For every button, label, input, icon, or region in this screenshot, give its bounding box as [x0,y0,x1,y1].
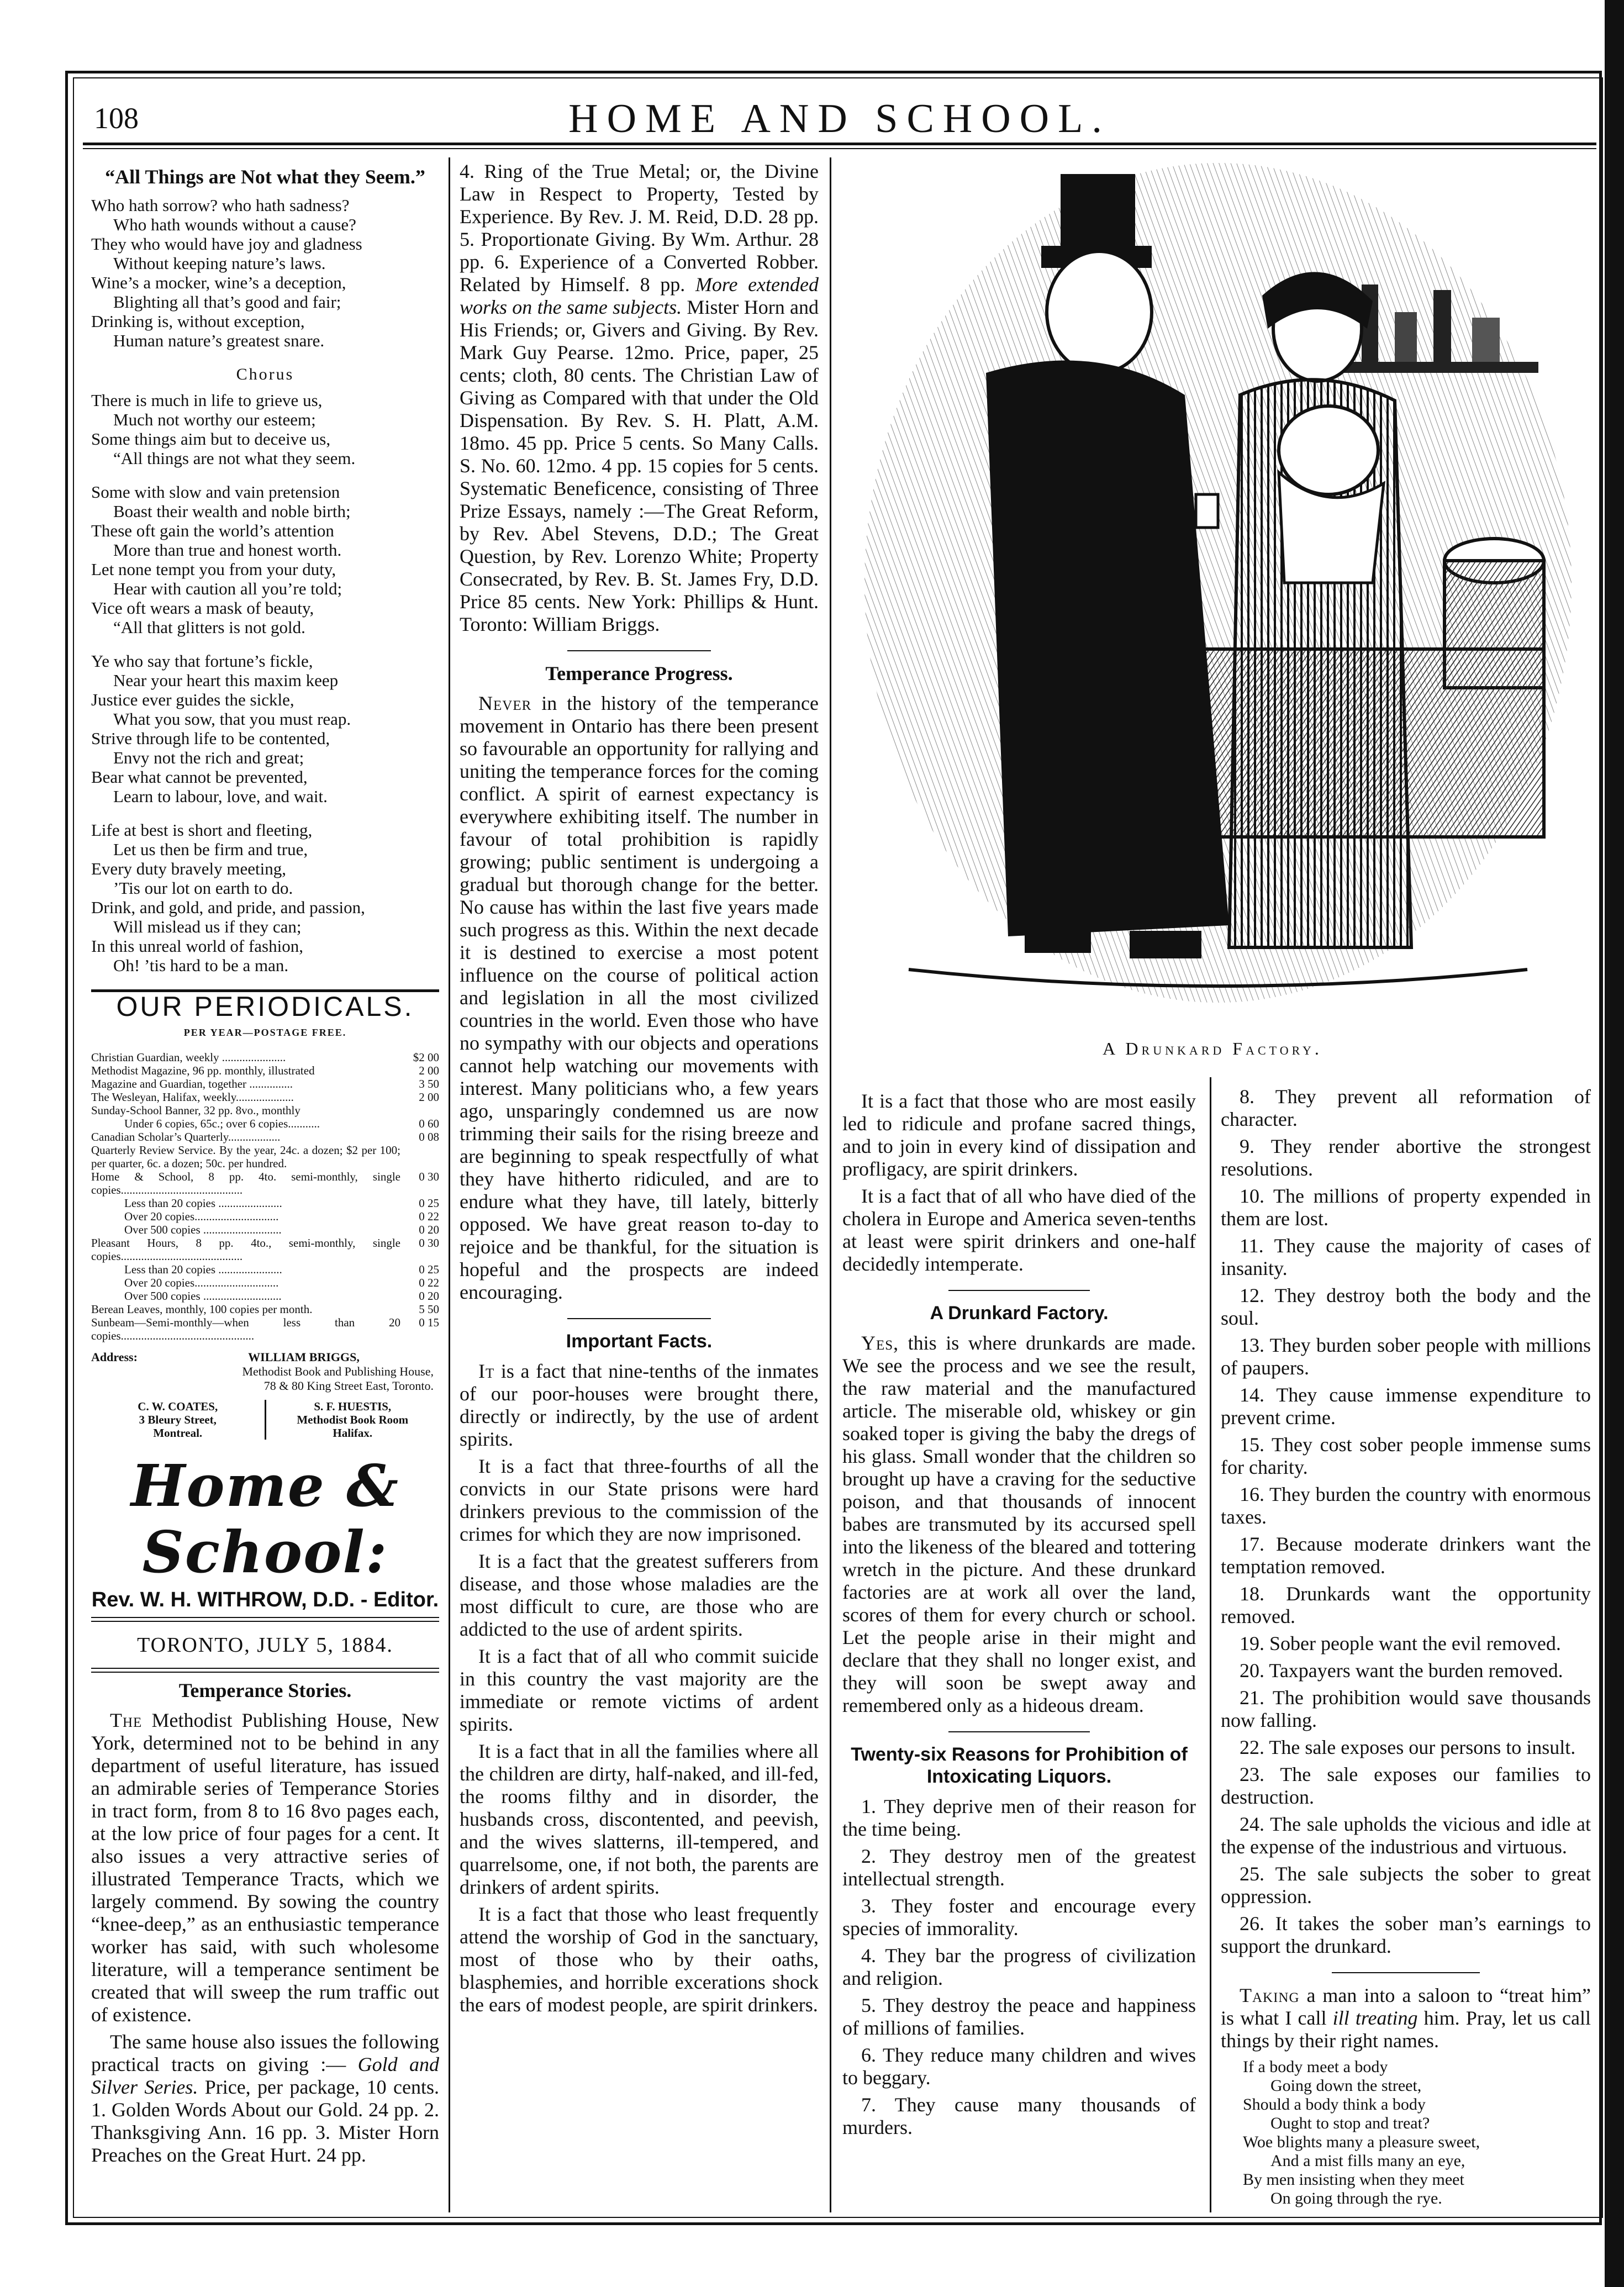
reason-item: 18. Drunkards want the opportunity removed. [1221,1583,1591,1627]
poem-line: Should a body think a body [1243,2095,1426,2114]
reason-item: 24. The sale upholds the vicious and idle at the expense of the industrious and virtuous. [1221,1813,1591,1858]
poem-line: And a mist fills many an eye, [1270,2152,1465,2170]
separator-rule [1332,1972,1480,1973]
price-row: Magazine and Guardian, together ............... 3 50 [91,1077,439,1090]
price-row: Over 500 copies ........................... 0 20 [124,1289,439,1303]
reason-item: 10. The millions of property expended in them are lost. [1221,1185,1591,1230]
poem-line: Some things aim but to deceive us, [91,429,331,449]
poem-line: Who hath wounds without a cause? [113,215,356,234]
price-row: Canadian Scholar’s Quarterly.................. 0 08 [91,1130,439,1144]
poem-stanza-4 [91,820,439,975]
column-rule-3 [1210,1077,1211,2212]
reason-item: 12. They destroy both the body and the soul. [1221,1284,1591,1329]
price-list [91,1051,439,1342]
header-rule [83,143,1596,145]
home-and-school-masthead: Home & School: [131,1452,399,1586]
page-number: 108 [94,102,139,135]
poem-line: Who hath sorrow? who hath sadness? [91,196,350,215]
price-row: Over 500 copies ........................... 0 20 [124,1223,439,1236]
poem-line: What you sow, that you must reap. [113,709,351,729]
engraving-illustration [842,163,1583,1014]
poem-stanza-3 [91,651,439,806]
reason-item: 7. They cause many thousands of murders. [842,2094,1196,2138]
article-title-temperance-stories: Temperance Stories. [178,1679,352,1701]
price-row: Less than 20 copies ...................... 0 25 [124,1197,439,1210]
reason-item: 16. They burden the country with enormous taxes. [1221,1483,1591,1528]
poem-title: “All Things are Not what they Seem.” [105,166,425,188]
publisher-name: WILLIAM BRIGGS, [248,1350,360,1364]
poem-line: Let none tempt you from your duty, [91,560,336,579]
reason-item: 6. They reduce many children and wives to beggary. [842,2044,1196,2089]
poem-line: Will mislead us if they can; [113,917,302,936]
poem-line: Every duty bravely meeting, [91,859,286,878]
agents [91,1400,439,1440]
poem-line: There is much in life to grieve us, [91,391,323,410]
poem-line: Vice oft wears a mask of beauty, [91,598,314,618]
address-label: Address: [91,1350,138,1364]
temperance-stories-paragraph-1: The Methodist Publishing House, New York, determined not to be behind in any department of useful literature, has issued an admirable series of Temperance Stories in tract form, from 8 to 16 8vo pages each, at the low price of four pages for a cent. It also issues a very attractive series of illustrated Temperance Tracts, which we largely commend. By sowing the country “knee-deep,” as an enthusiastic temperance worker has said, with such wholesome literature, will a temperance sentiment be created that will sweep the rum traffic out of existence. [91,1709,439,2026]
article-title-drunkard-factory: A Drunkard Factory. [930,1303,1109,1324]
price-row: Sunbeam—Semi-monthly—when less than 20 copies.............................................. 0 15 [91,1316,439,1342]
poem-line: Oh! ’tis hard to be a man. [113,956,289,975]
poem-line: Ought to stop and treat? [1270,2114,1430,2132]
column-rule-2 [830,157,831,2212]
column-1 [91,160,439,2171]
agent-montreal: C. W. COATES, 3 Bleury Street, Montreal. [91,1400,266,1440]
date-rule [91,1668,439,1673]
fact-paragraph-7: It is a fact that those who are most easily led to ridicule and profane sacred things, and to join in every kind of dissipation and profligacy, are spirit drinkers. [842,1090,1196,1180]
drunkard-factory-engraving [842,163,1583,1014]
poem-line: ’Tis our lot on earth to do. [113,878,293,898]
reason-item: 13. They burden sober people with millions of paupers. [1221,1334,1591,1379]
poem-line: If a body meet a body [1243,2058,1388,2076]
poem-line: Envy not the rich and great; [113,748,304,767]
poem-line: These oft gain the world’s attention [91,521,334,540]
reason-item: 19. Sober people want the evil removed. [1240,1632,1561,1654]
price-row: Home & School, 8 pp. 4to. semi-monthly, single copies.......................................... 0 30 [91,1170,439,1197]
running-masthead: HOME AND SCHOOL. [568,96,1111,141]
separator-rule [948,1731,1090,1732]
fact-paragraph-4: It is a fact that of all who commit suicide in this country the vast majority are the immediate or remote victims of ardent spirits. [460,1645,819,1735]
poem-line: Drinking is, without exception, [91,312,305,331]
column-rule-1 [449,157,450,2212]
periodicals-subtitle: PER YEAR—POSTAGE FREE. [183,1027,347,1038]
poem-line: Without keeping nature’s laws. [113,254,326,273]
poem-line: “All that glitters is not gold. [113,618,305,637]
poem-line: Woe blights many a pleasure sweet, [1243,2133,1480,2151]
chorus-label: Chorus [236,365,294,383]
price-row: Sunday-School Banner, 32 pp. 8vo., monthly [91,1104,300,1117]
reason-item: 2. They destroy men of the greatest intellectual strength. [842,1845,1196,1890]
price-row: Over 20 copies............................. 0 22 [124,1210,439,1223]
reason-item: 17. Because moderate drinkers want the temptation removed. [1221,1533,1591,1578]
reason-item: 9. They render abortive the strongest resolutions. [1221,1135,1591,1180]
poem-line: In this unreal world of fashion, [91,936,303,956]
temperance-stories-paragraph-2: The same house also issues the following practical tracts on giving :— Gold and Silver Series. Price, per package, 10 cents. 1. Golden Words About our Gold. 24 pp. 2. Thanksgiving Ann. 16 pp. 3. Mister Horn Preaches on the Great Hurt. 24 pp. [91,2031,440,2166]
poem-line: Strive through life to be contented, [91,729,330,748]
fact-paragraph-6: It is a fact that those who least frequently attend the worship of God in the sanctuary, most of those who by their oaths, blasphemies, and horrible excerations shock the ears of modest people, are spirit drinkers. [460,1903,819,2016]
price-row: Pleasant Hours, 8 pp. 4to., semi-monthly, single copies.......................................... 0 30 [91,1236,439,1263]
article-title-temperance-progress: Temperance Progress. [545,662,733,684]
poem-line: Let us then be firm and true, [113,840,308,859]
temperance-progress-paragraph: Never in the history of the temperance movement in Ontario has there been present so favourable an opportunity for rallying and uniting the temperance forces for the coming conflict. A spirit of earnest expectancy is everywhere exhibiting itself. The number in favour of total prohibition is rapidly growing; public sentiment is undergoing a gradual but thorough change for the better. No cause has within the last five years made such progress as this. Within the next decade it is destined to exercise a most potent influence on the course of political action and legislation in all the most civilized countries in the world. Even those who have no sympathy with our objects and operations cannot help watching our movements with interest. Many politicians who, a few years ago, unsparingly condemned us are now trimming their sails for the rising breeze and are beginning to speak respectfully of what they have hitherto ridiculed, and are to endure what they have, till lately, bitterly opposed. We have great reason to-day to rejoice and be thankful, for the situation is hopeful and the prospects are indeed encouraging. [460,692,819,1303]
reason-item: 21. The prohibition would save thousands now falling. [1221,1687,1591,1731]
separator-rule [948,1290,1090,1291]
reason-item: 3. They foster and encourage every species of immorality. [842,1895,1196,1940]
column-4 [1221,1085,1591,2208]
article-title-reasons: Twenty-six Reasons for Prohibition of Intoxicating Liquors. [851,1744,1188,1787]
poem-line: They who would have joy and gladness [91,234,362,254]
poem-line: On going through the rye. [1270,2189,1442,2207]
poem-line: Human nature’s greatest snare. [113,331,325,350]
poem-line: Ye who say that fortune’s fickle, [91,651,313,671]
poem-line: More than true and honest worth. [113,540,342,560]
fact-paragraph-3: It is a fact that the greatest sufferers from disease, and those whose maladies are the most difficult to cure, are those who are addicted to the use of ardent spirits. [460,1550,819,1640]
poem-line: Some with slow and vain pretension [91,482,340,502]
reason-item: 22. The sale exposes our persons to insult. [1240,1736,1576,1758]
price-row: Less than 20 copies ...................... 0 25 [124,1263,439,1276]
page-header [83,91,1596,141]
poem-body [91,196,439,975]
poem-line: Wine’s a mocker, wine’s a deception, [91,273,346,292]
publisher-house: Methodist Book and Publishing House, [242,1364,434,1378]
agent-halifax: S. F. HUESTIS, Methodist Book Room Halifax. [297,1400,409,1440]
poem-line: Boast their wealth and noble birth; [113,502,351,521]
price-row: Quarterly Review Service. By the year, 24c. a dozen; $2 per 100; per quarter, 6c. a dozen; 50c. per hundred. [91,1144,400,1170]
fact-paragraph-2: It is a fact that three-fourths of all the convicts in our State prisons were hard drinkers previous to the commission of the crimes for which they are now imprisoned. [460,1455,819,1545]
header-rule-thin [83,148,1596,149]
fact-paragraph-1: It is a fact that nine-tenths of the inmates of our poor-houses were brought there, directly or indirectly, by the use of ardent spirits. [460,1360,819,1450]
reason-item: 8. They prevent all reformation of character. [1221,1085,1591,1130]
poem-line: Life at best is short and fleeting, [91,820,313,840]
poem-line: Near your heart this maxim keep [113,671,339,690]
poem-line: Going down the street, [1270,2077,1422,2095]
saloon-paragraph: Taking a man into a saloon to “treat him” is what I call ill treating him. Pray, let us call things by their right names. [1221,1984,1591,2052]
reason-item: 25. The sale subjects the sober to great oppression. [1221,1863,1591,1907]
poem-line: Justice ever guides the sickle, [91,690,294,709]
editor-line: Rev. W. H. WITHROW, D.D. - Editor. [91,1588,439,1611]
reason-item: 20. Taxpayers want the burden removed. [1240,1659,1563,1682]
reason-item: 23. The sale exposes our families to destruction. [1221,1763,1591,1808]
poem-stanza-1 [91,196,439,350]
publisher-street: 78 & 80 King Street East, Toronto. [263,1379,434,1393]
poem-line: By men insisting when they meet [1243,2170,1464,2189]
column-3 [842,1085,1196,2143]
poem-line: “All things are not what they seem. [113,449,356,468]
reason-item: 5. They destroy the peace and happiness of millions of families. [842,1994,1196,2039]
separator-rule [567,650,711,651]
separator-rule [567,1318,711,1319]
illustration-caption: A Drunkard Factory. [1103,1039,1322,1058]
saloon-poem [1221,2058,1591,2208]
poem-line: Bear what cannot be prevented, [91,767,308,787]
column-2 [460,160,819,2021]
price-row: Berean Leaves, monthly, 100 copies per month. 5 50 [91,1303,439,1316]
poem-line: Blighting all that’s good and fair; [113,292,341,312]
price-row: Under 6 copies, 65c.; over 6 copies........... 0 60 [124,1117,439,1130]
poem-chorus [91,391,439,468]
reason-item: 14. They cause immense expenditure to prevent crime. [1221,1384,1591,1429]
poem-line: Drink, and gold, and pride, and passion, [91,898,365,917]
reason-item: 11. They cause the majority of cases of insanity. [1221,1235,1591,1279]
poem-stanza-2 [91,482,439,637]
temperance-stories-paragraph-3: 4. Ring of the True Metal; or, the Divine Law in Respect to Property, Tested by Experience. By Rev. J. M. Reid, D.D. 28 pp. 5. Proportionate Giving. By Wm. Arthur. 28 pp. 6. Experience of a Converted Robber. Related by Himself. 8 pp. More extended works on the same subjects. Mister Horn and His Friends; or, Givers and Giving. By Rev. Mark Guy Pearse. 12mo. Price, paper, 25 cents; cloth, 80 cents. The Christian Law of Giving as Compared with that under the Old Dispensation. By Rev. S. H. Platt, A.M. 18mo. 45 pp. Price 5 cents. So Many Calls. S. No. 60. 12mo. 4 pp. 15 copies for 5 cents. Systematic Beneficence, consisting of Three Prize Essays, namely :—The Great Reform, by Rev. Abel Stevens, D.D.; The Great Question, by Rev. Lorenzo White; Property Consecrated, by Rev. B. St. James Fry, D.D. Price 85 cents. New York: Phillips & Hunt. Toronto: William Briggs. [460,160,819,635]
reasons-list-part-2 [1221,1085,1591,1958]
publisher-address [91,1350,439,1393]
reasons-list-part-1 [842,1795,1196,2139]
reason-item: 1. They deprive men of their reason for the time being. [842,1795,1196,1840]
price-row: The Wesleyan, Halifax, weekly.................... 2 00 [91,1090,439,1104]
masthead-rule [91,1617,439,1622]
periodicals-title: OUR PERIODICALS. [116,991,414,1022]
issue-date: TORONTO, JULY 5, 1884. [137,1633,393,1657]
price-row: Methodist Magazine, 96 pp. monthly, illustrated 2 00 [91,1064,439,1077]
price-row: Over 20 copies............................. 0 22 [124,1276,439,1289]
page-edge-shadow [1605,0,1624,2287]
poem-line: Learn to labour, love, and wait. [113,787,328,806]
price-row: Christian Guardian, weekly ...................... $2 00 [91,1051,439,1064]
poem-line: Much not worthy our esteem; [113,410,316,429]
poem-line: Hear with caution all you’re told; [113,579,342,598]
reason-item: 4. They bar the progress of civilization and religion. [842,1945,1196,1989]
fact-paragraph-8: It is a fact that of all who have died of the cholera in Europe and America seven-tenths at least were spirit drinkers and one-half decidedly intemperate. [842,1185,1196,1275]
drunkard-factory-paragraph: Yes, this is where drunkards are made. We see the process and we see the result, the raw material and the manufactured article. The miserable old, whiskey or gin soaked toper is giving the baby the dregs of his glass. Small wonder that the children so brought up have a craving for the seductive poison, and that thousands of innocent babes are transmuted by its accursed spell into the likeness of the bleared and tottering wretch in the picture. And these drunkard factories are at work all over the land, scores of them for every church or school. Let the people arise in their might and declare that they shall no longer exist, and they will soon be swept away and remembered only as a hideous dream. [842,1332,1196,1716]
reason-item: 15. They cost sober people immense sums for charity. [1221,1434,1591,1478]
reason-item: 26. It takes the sober man’s earnings to support the drunkard. [1221,1912,1591,1957]
fact-paragraph-5: It is a fact that in all the families where all the children are dirty, half-naked, and ill-fed, the rooms filthy and in disorder, the husbands cross, discontented, and peevish, and the wives slatterns, ill-tempered, and quarrelsome, one, if not both, the parents are drinkers of ardent spirits. [460,1740,819,1898]
article-title-important-facts: Important Facts. [566,1331,713,1352]
